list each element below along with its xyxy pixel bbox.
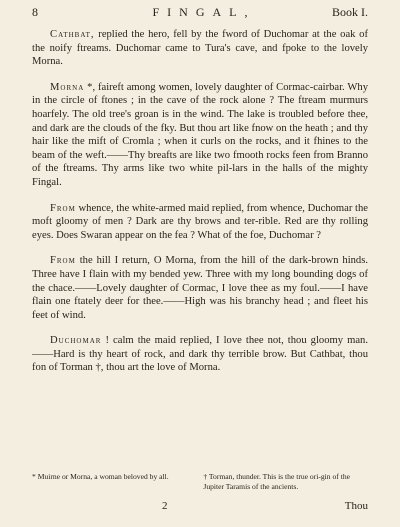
- footnote-morna: * Muirne or Morna, a woman beloved by all.: [32, 472, 169, 481]
- page-number: 8: [32, 5, 38, 19]
- paragraph-2: [32, 81, 368, 190]
- footnotes: [32, 472, 368, 492]
- paragraph-1: [32, 28, 368, 69]
- paragraph-lead: From: [50, 202, 76, 214]
- paragraph-lead: Cathbat,: [50, 29, 95, 40]
- paragraph-text: ! calm the maid replied, I love thee not, thou gloomy man.——Hard is thy heart of rock, and dark thy terrible brow. But Cathbat, thou fon of Torman †, thou art the love of Morna.: [32, 335, 368, 374]
- footnote-row: [32, 472, 368, 492]
- running-header: [32, 5, 368, 23]
- footnote-torman: † Torman, thunder. This is the true ori-gin of the Jupiter Taramis of the ancients.: [203, 472, 350, 491]
- signature-mark: 2: [162, 500, 168, 512]
- paragraph-text: replied the hero, fell by the fword of Duchomar at the oak of the noify ftreams. Duchomar came to Tura's cave, and fpoke to the lovely Morna.: [32, 29, 368, 68]
- running-title: FINGAL,: [152, 5, 256, 19]
- paragraph-text: *, faireft among women, lovely daughter of Cormac-cairbar. Why in the circle of ftones ; in the cave of the rock alone ? The ftream murmurs hoarfely. The old tree's groan is in the wind. The lake is troubled before thee, and dark are the clouds of the fky. But thou art like fnow on the heath ; and thy hair like the mift of Cromla ; when it curls on the rocks, and it fhines to the beam of the weft.——Thy breafts are like two fmooth rocks feen from Branno of the ftreams. Thy arms like two white pil-lars in the halls of the mighty Fingal.: [32, 81, 368, 188]
- main-text: [32, 28, 368, 387]
- paragraph-text: whence, the white-armed maid replied, from whence, Duchomar the moft gloomy of men ? Dark are thy brows and ter-rible. Red are thy rolling eyes. Does Swaran appear on the fea ? What of the foe, Duchomar ?: [32, 202, 368, 241]
- paragraph-4: [32, 254, 368, 322]
- paragraph-lead: Morna: [50, 81, 85, 93]
- paragraph-3: [32, 202, 368, 243]
- paragraph-text: the hill I return, O Morna, from the hill of the dark-brown hinds. Three have I flain with my bended yew. Three with my long bounding dogs of the chace.——Lovely daughter of Cormac, I love thee as my foul.——I have flain one ftately deer for thee.——High was his branchy head ; and fleet his feet of wind.: [32, 255, 368, 321]
- page-footer: [32, 500, 368, 514]
- paragraph-lead: Duchomar: [50, 335, 102, 347]
- paragraph-lead: From: [50, 255, 76, 267]
- paragraph-5: [32, 334, 368, 375]
- book-label: Book I.: [332, 5, 368, 19]
- catchword: Thou: [344, 500, 368, 512]
